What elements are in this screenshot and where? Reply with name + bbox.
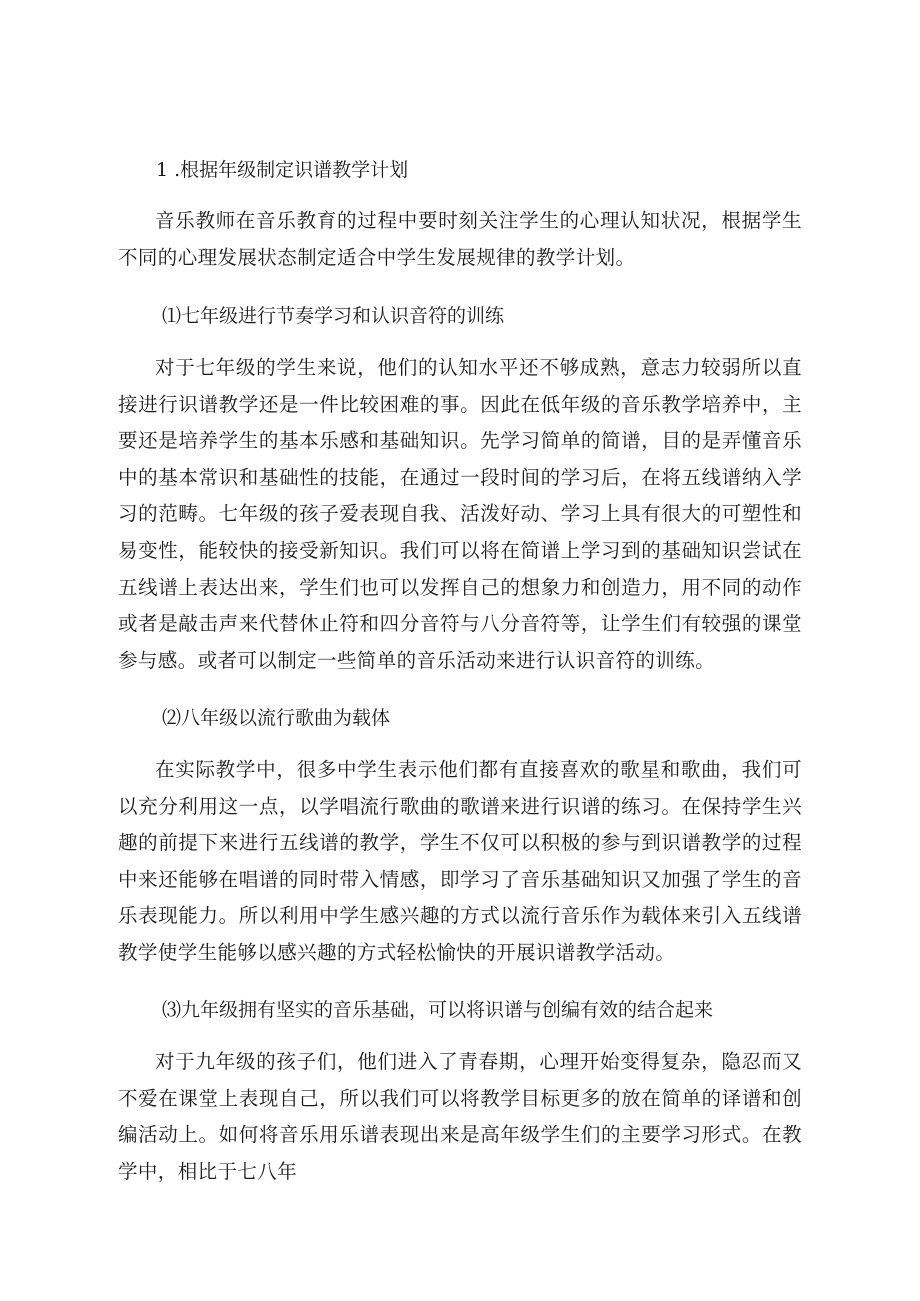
paragraph-grade-eight: 在实际教学中，很多中学生表示他们都有直接喜欢的歌星和歌曲，我们可以充分利用这一点，以学唱流行歌曲的歌谱来进行识谱的练习。在保持学生兴趣的前提下来进行五线谱的教学，学生不仅可以积极的参与到识谱教学的过程中来还能够在唱谱的同时带入情感，即学习了音乐基础知识又加强了学生的音乐表现能力。所以利用中学生感兴趣的方式以流行音乐作为载体来引入五线谱教学使学生能够以感兴趣的方式轻松愉快的开展识谱教学活动。	[118, 758, 802, 964]
section-heading-grade-seven: ⑴七年级进行节奏学习和认识音符的训练	[162, 305, 505, 327]
paragraph-grade-seven: 对于七年级的学生来说，他们的认知水平还不够成熟，意志力较弱所以直接进行识谱教学还是一件比较困难的事。因此在低年级的音乐教学培养中，主要还是培养学生的基本乐感和基础知识。先学习简单的简谱，目的是弄懂音乐中的基本常识和基础性的技能，在通过一段时间的学习后，在将五线谱纳入学习的范畴。七年级的孩子爱表现自我、活泼好动、学习上具有很大的可塑性和易变性，能较快的接受新知识。我们可以将在简谱上学习到的基础知识尝试在五线谱上表达出来，学生们也可以发挥自己的想象力和创造力，用不同的动作或者是敲击声来代替休止符和四分音符与八分音符等，让学生们有较强的课堂参与感。或者可以制定一些简单的音乐活动来进行认识音符的训练。	[118, 356, 802, 672]
paragraph-grade-nine: 对于九年级的孩子们，他们进入了青春期，心理开始变得复杂，隐忍而又不爱在课堂上表现自己，所以我们可以将教学目标更多的放在简单的译谱和创编活动上。如何将音乐用乐谱表现出来是高年级学生们的主要学习形式。在教学中，相比于七八年	[118, 1050, 802, 1183]
section-heading-grade-nine: ⑶九年级拥有坚实的音乐基础，可以将识谱与创编有效的结合起来	[162, 999, 714, 1021]
paragraph-intro: 音乐教师在音乐教育的过程中要时刻关注学生的心理认知状况，根据学生不同的心理发展状态制定适合中学生发展规律的教学计划。	[118, 209, 802, 269]
section-heading-grade-eight: ⑵八年级以流行歌曲为载体	[162, 707, 391, 729]
section-heading-grade-plan: 1 .根据年级制定识谱教学计划	[156, 159, 409, 181]
